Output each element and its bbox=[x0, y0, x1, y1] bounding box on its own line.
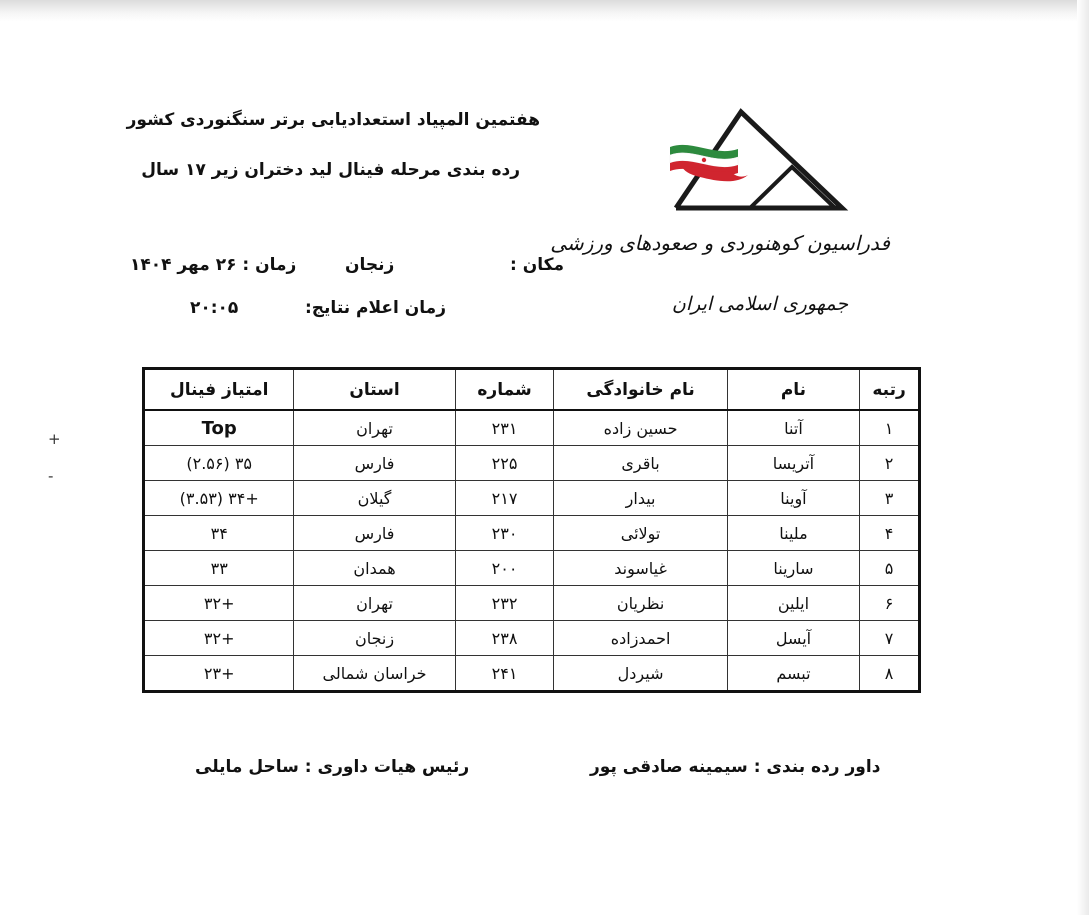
cell-last-name: باقری bbox=[554, 446, 727, 481]
table-row bbox=[144, 410, 920, 446]
table-row bbox=[144, 446, 920, 481]
cell-rank: ۴ bbox=[860, 516, 920, 551]
cell-province: فارس bbox=[294, 516, 455, 551]
place-value: زنجان bbox=[345, 255, 395, 275]
cell-first-name: آتنا bbox=[727, 410, 859, 446]
cell-rank: ۷ bbox=[860, 621, 920, 656]
cell-last-name: غیاسوند bbox=[554, 551, 727, 586]
cell-number: ۲۳۱ bbox=[455, 410, 554, 446]
cell-number: ۲۳۲ bbox=[455, 586, 554, 621]
cell-rank: ۱ bbox=[860, 410, 920, 446]
page-edge bbox=[1077, 0, 1089, 915]
header-province: استان bbox=[294, 369, 455, 411]
header-last-name: نام خانوادگی bbox=[554, 369, 727, 411]
table-row bbox=[144, 481, 920, 516]
cell-first-name: ملینا bbox=[727, 516, 859, 551]
cell-final-score: +۳۲ bbox=[144, 621, 294, 656]
cell-number: ۲۳۸ bbox=[455, 621, 554, 656]
place-label: مکان : bbox=[510, 255, 565, 275]
zoom-in-button[interactable]: + bbox=[48, 430, 61, 448]
header-first-name: نام bbox=[727, 369, 859, 411]
results-table bbox=[142, 367, 921, 693]
table-row bbox=[144, 621, 920, 656]
cell-province: گیلان bbox=[294, 481, 455, 516]
cell-number: ۲۴۱ bbox=[455, 656, 554, 692]
table-row bbox=[144, 516, 920, 551]
cell-last-name: شیردل bbox=[554, 656, 727, 692]
cell-last-name: بیدار bbox=[554, 481, 727, 516]
header-rank: رتبه bbox=[860, 369, 920, 411]
top-shadow bbox=[0, 0, 1089, 22]
cell-rank: ۳ bbox=[860, 481, 920, 516]
cell-final-score: +۳۲ bbox=[144, 586, 294, 621]
cell-last-name: حسین زاده bbox=[554, 410, 727, 446]
cell-first-name: ایلین bbox=[727, 586, 859, 621]
results-time-label: زمان اعلام نتایج: bbox=[305, 298, 446, 318]
logo-line-1: فدراسیون کوهنوردی و صعودهای ورزشی bbox=[550, 231, 890, 255]
cell-first-name: آتریسا bbox=[727, 446, 859, 481]
date-label: زمان : ۲۶ مهر ۱۴۰۴ bbox=[130, 255, 297, 275]
results-time-value: ۲۰:۰۵ bbox=[190, 298, 239, 318]
cell-final-score: ۳۳ bbox=[144, 551, 294, 586]
header-number: شماره bbox=[455, 369, 554, 411]
cell-first-name: آوینا bbox=[727, 481, 859, 516]
cell-rank: ۸ bbox=[860, 656, 920, 692]
cell-last-name: احمدزاده bbox=[554, 621, 727, 656]
ranking-judge: داور رده بندی : سیمینه صادقی پور bbox=[590, 757, 881, 777]
cell-first-name: آیسل bbox=[727, 621, 859, 656]
table-row bbox=[144, 551, 920, 586]
cell-first-name: سارینا bbox=[727, 551, 859, 586]
logo-line-2: جمهوری اسلامی ایران bbox=[671, 293, 849, 315]
cell-province: تهران bbox=[294, 410, 455, 446]
cell-number: ۲۲۵ bbox=[455, 446, 554, 481]
cell-last-name: تولائی bbox=[554, 516, 727, 551]
document-title: هفتمین المپیاد استعدادیابی برتر سنگنوردی کشور bbox=[126, 110, 540, 130]
cell-final-score: ۳۵ (۲.۵۶) bbox=[144, 446, 294, 481]
document-subtitle: رده بندی مرحله فینال لید دختران زیر ۱۷ سال bbox=[141, 160, 520, 180]
cell-final-score: +۲۳ bbox=[144, 656, 294, 692]
cell-number: ۲۱۷ bbox=[455, 481, 554, 516]
cell-rank: ۲ bbox=[860, 446, 920, 481]
table-row bbox=[144, 586, 920, 621]
cell-final-score: ۳۴ bbox=[144, 516, 294, 551]
cell-first-name: تبسم bbox=[727, 656, 859, 692]
cell-final-score: Top bbox=[144, 410, 294, 446]
cell-province: همدان bbox=[294, 551, 455, 586]
table-row bbox=[144, 656, 920, 692]
cell-rank: ۵ bbox=[860, 551, 920, 586]
cell-rank: ۶ bbox=[860, 586, 920, 621]
cell-province: خراسان شمالی bbox=[294, 656, 455, 692]
header-final-score: امتیاز فینال bbox=[144, 369, 294, 411]
cell-province: زنجان bbox=[294, 621, 455, 656]
cell-number: ۲۰۰ bbox=[455, 551, 554, 586]
cell-province: فارس bbox=[294, 446, 455, 481]
cell-number: ۲۳۰ bbox=[455, 516, 554, 551]
mountain-flag-icon bbox=[630, 105, 890, 215]
chief-judge: رئیس هیات داوری : ساحل مایلی bbox=[195, 757, 470, 777]
cell-last-name: نظریان bbox=[554, 586, 727, 621]
cell-final-score: +۳۴ (۳.۵۳) bbox=[144, 481, 294, 516]
federation-logo bbox=[550, 105, 890, 335]
cell-province: تهران bbox=[294, 586, 455, 621]
table-header-row bbox=[144, 369, 920, 411]
zoom-out-button[interactable]: - bbox=[48, 467, 54, 485]
